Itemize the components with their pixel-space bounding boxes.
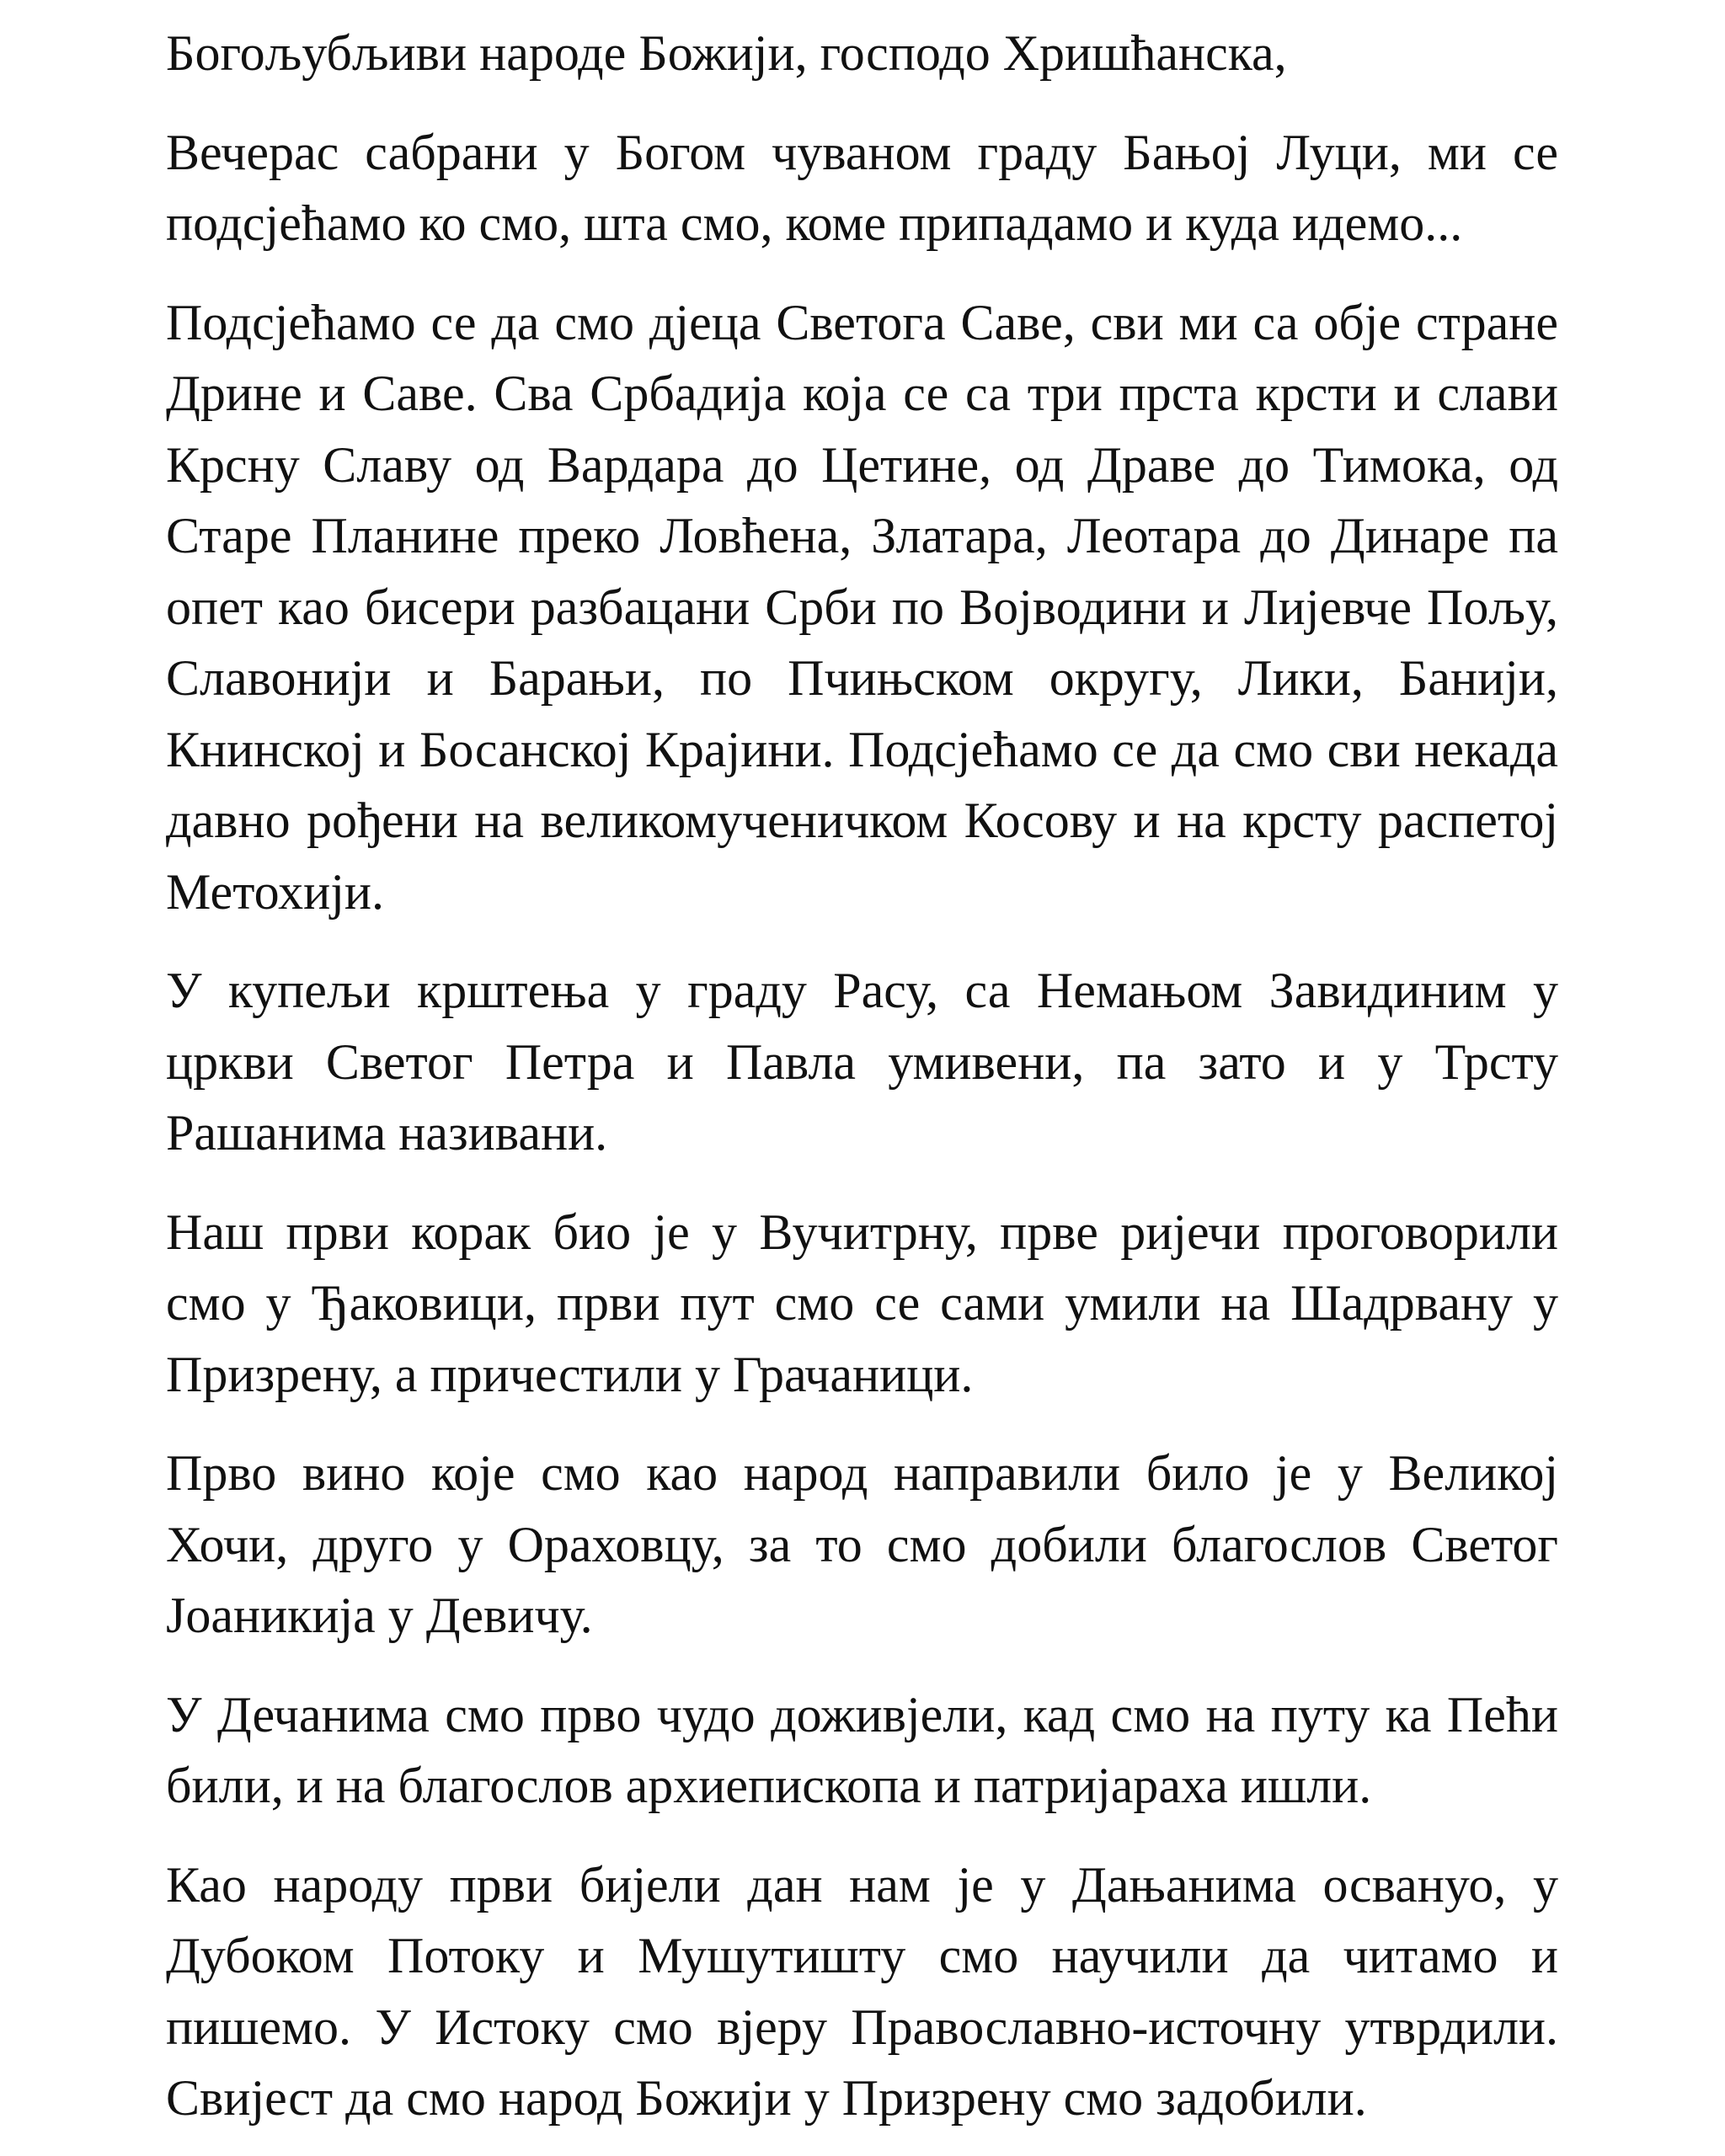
paragraph: Подсјећамо се да смо дјеца Светога Саве, сви ми са обје стране Дрине и Саве. Сва Србадија која се са три прста крсти и слави Крсну Славу од Вардара до Цетине, од Драве до Тимока, од Старе Планине преко Ловћена, Златара, Леотара до Динаре па опет као бисери разбацани Срби по Војводини и Лијевче Пољу, Славонији и Барањи, по Пчињском округу, Лики, Банији, Книнској и Босанској Крајини. Подсјећамо се да смо сви некада давно рођени на великомученичком Косову и на крсту распетој Метохији.: [166, 294, 1558, 920]
paragraph: Прво вино које смо као народ направили било је у Великој Хочи, друго у Ораховцу, за то смо добили благослов Светог Јоаникија у Девичу.: [166, 1445, 1558, 1643]
document-page: [166, 18, 1558, 2134]
paragraph: Наш први корак био је у Вучитрну, прве ријечи проговорили смо у Ђаковици, први пут смо се сами умили на Шадрвану у Призрену, а причестили у Грачаници.: [166, 1203, 1558, 1402]
paragraph: Као народу први бијели дан нам је у Дањанима освануо, у Дубоком Потоку и Мушутишту смо научили да читамо и пишемо. У Истоку смо вјеру Православно-источну утврдили. Свијест да смо народ Божији у Призрену смо задобили.: [166, 1856, 1558, 2126]
paragraph: Вечерас сабрани у Богом чуваном граду Бањој Луци, ми се подсјећамо ко смо, шта смо, коме припадамо и куда идемо...: [166, 124, 1558, 251]
paragraph-greeting: Богољубљиви народе Божији, господо Хришћанска,: [166, 25, 1287, 81]
paragraph: У купељи крштења у граду Расу, са Немањом Завидиним у цркви Светог Петра и Павла умивени, па зато и у Трсту Рашанима називани.: [166, 963, 1558, 1161]
paragraph: У Дечанима смо прво чудо доживјели, кад смо на путу ка Пећи били, и на благослов архиепископа и патријараха ишли.: [166, 1686, 1558, 1813]
